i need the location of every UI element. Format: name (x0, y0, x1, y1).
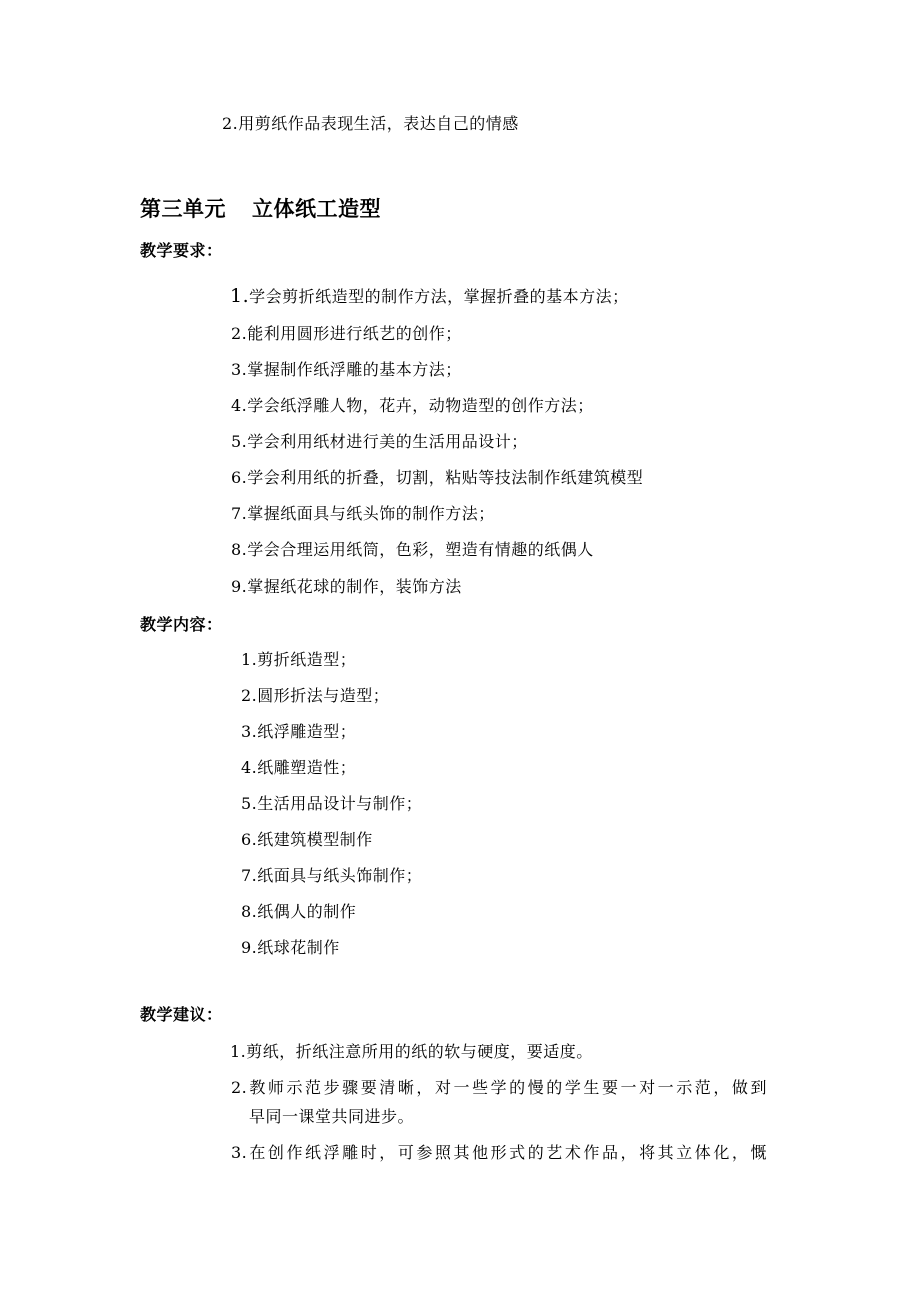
content-item: 5.生活用品设计与制作； (241, 794, 423, 813)
requirement-item-1 (230, 286, 629, 307)
suggestion-item-continued: 早同一课堂共同进步。 (249, 1107, 415, 1126)
content-item: 7.纸面具与纸头饰制作； (241, 866, 423, 885)
requirement-item: 9.掌握纸花球的制作，装饰方法 (231, 577, 462, 596)
unit-number: 第三单元 (140, 197, 226, 221)
content-item: 8.纸偶人的制作 (241, 902, 357, 921)
content-item: 9.纸球花制作 (241, 938, 340, 957)
requirement-item: 7.掌握纸面具与纸头饰的制作方法； (231, 504, 495, 523)
content-item: 3.纸浮雕造型； (241, 722, 357, 741)
requirements-label: 教学要求： (140, 241, 223, 260)
unit-heading (140, 196, 381, 222)
requirement-item: 4.学会纸浮雕人物，花卉，动物造型的创作方法； (231, 396, 594, 415)
suggestions-label: 教学建议： (140, 1005, 223, 1024)
requirement-item-1-number: 1. (230, 285, 250, 307)
suggestion-item: 3.在创作纸浮雕时，可参照其他形式的艺术作品，将其立体化，慨 (231, 1143, 767, 1162)
suggestion-item: 1.剪纸，折纸注意所用的纸的软与硬度，要适度。 (230, 1042, 593, 1061)
top-list-item: 2.用剪纸作品表现生活，表达自己的情感 (222, 114, 519, 133)
requirement-item: 8.学会合理运用纸筒，色彩，塑造有情趣的纸偶人 (231, 540, 594, 559)
requirement-item: 5.学会利用纸材进行美的生活用品设计； (231, 432, 528, 451)
requirement-item: 2.能利用圆形进行纸艺的创作； (231, 324, 462, 343)
suggestion-item: 2.教师示范步骤要清晰，对一些学的慢的学生要一对一示范，做到 (231, 1078, 767, 1097)
content-item: 1.剪折纸造型； (241, 650, 357, 669)
requirement-item: 6.学会利用纸的折叠，切割，粘贴等技法制作纸建筑模型 (231, 468, 644, 487)
unit-title: 立体纸工造型 (252, 197, 381, 221)
content-item: 6.纸建筑模型制作 (241, 830, 373, 849)
content-item: 2.圆形折法与造型； (241, 686, 390, 705)
requirement-item-1-text: 学会剪折纸造型的制作方法，掌握折叠的基本方法； (249, 287, 629, 306)
content-item: 4.纸雕塑造性； (241, 758, 357, 777)
content-label: 教学内容： (140, 615, 223, 634)
requirement-item: 3.掌握制作纸浮雕的基本方法； (231, 360, 462, 379)
